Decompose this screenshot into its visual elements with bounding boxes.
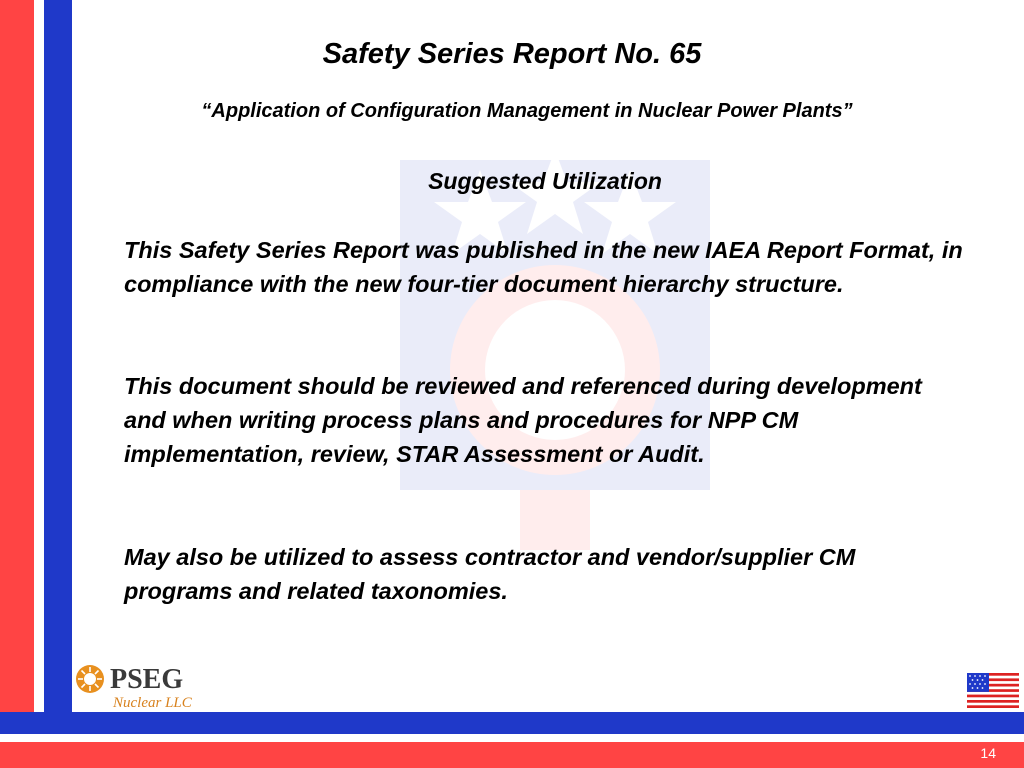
left-red-stripe bbox=[0, 0, 34, 768]
paragraph-report-format: This Safety Series Report was published in the new IAEA Report Format, in compliance with the new four-tier document hierarchy structure. bbox=[124, 237, 963, 297]
logo-name: PSEG bbox=[110, 664, 184, 695]
slide-title: Safety Series Report No. 65 bbox=[322, 38, 702, 70]
bottom-white-stripe bbox=[0, 734, 1024, 742]
paragraph-assess-contractor: May also be utilized to assess contractor and vendor/supplier CM programs and related taxonomies. bbox=[124, 544, 856, 604]
left-blue-stripe bbox=[44, 0, 72, 742]
page-number: 14 bbox=[980, 745, 996, 761]
left-white-stripe bbox=[34, 0, 44, 768]
pseg-logo bbox=[75, 664, 255, 714]
slide-subtitle: “Application of Configuration Management in Nuclear Power Plants” bbox=[201, 100, 853, 122]
section-heading: Suggested Utilization bbox=[428, 168, 662, 194]
paragraph-review-reference: This document should be reviewed and referenced during development and when writing process plans and procedures for NPP CM implementation, review, STAR Assessment or Audit. bbox=[124, 373, 922, 467]
sunburst-icon bbox=[75, 664, 105, 694]
logo-subtitle: Nuclear LLC bbox=[113, 695, 192, 711]
watermark-emblem-icon bbox=[390, 140, 720, 560]
bottom-red-stripe bbox=[0, 742, 1024, 768]
us-flag-icon bbox=[967, 673, 1019, 708]
bottom-blue-stripe bbox=[0, 712, 1024, 734]
